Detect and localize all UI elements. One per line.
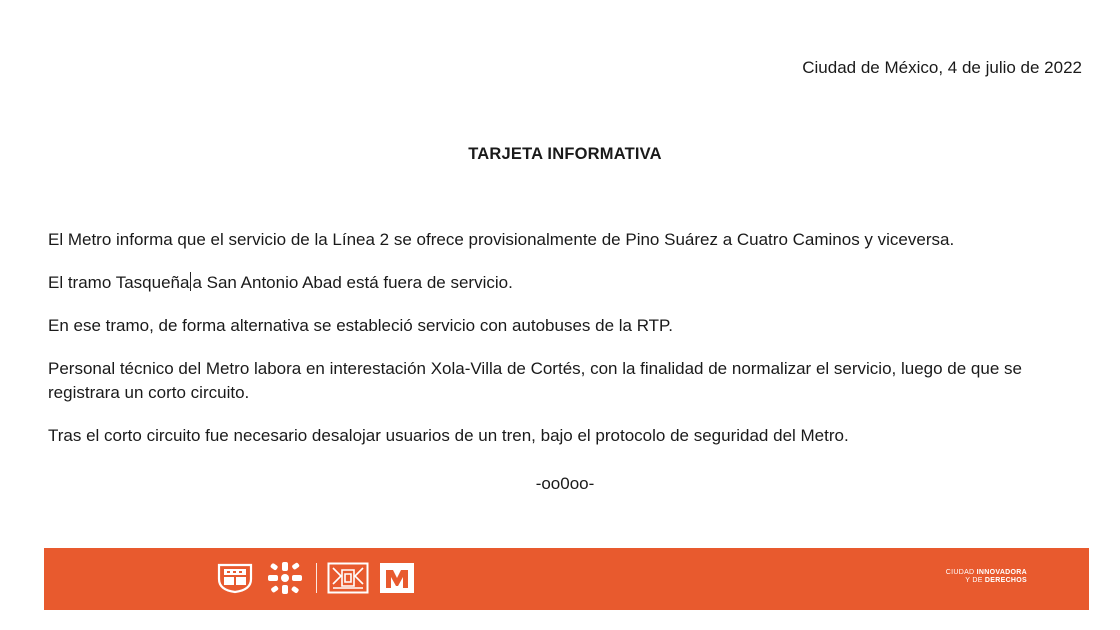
paragraph-1: El Metro informa que el servicio de la Línea 2 se ofrece provisionalmente de Pino Suárez a Cuatro Caminos y viceversa. (48, 230, 955, 249)
paragraph-5: Tras el corto circuito fue necesario desalojar usuarios de un tren, bajo el protocolo de seguridad del Metro. (48, 426, 849, 445)
paragraph-2-start: El tramo Tasqueña (48, 273, 190, 292)
paragraph-2 (48, 271, 1088, 295)
footer-logos (216, 560, 415, 596)
paragraph-4: Personal técnico del Metro labora en interestación Xola-Villa de Cortés, con la finalidad de normalizar el servicio, luego de que se registrara un corto circuito. (48, 359, 1022, 402)
footer-bar (44, 548, 1089, 610)
cdmx-pattern-logo (327, 562, 369, 594)
paragraph-2-end: a San Antonio Abad está fuera de servicio. (192, 273, 513, 292)
document-body (48, 228, 1088, 467)
slogan-derechos: DERECHOS (984, 577, 1027, 584)
cdmx-emblem-icon (264, 560, 306, 596)
logo-separator (316, 563, 317, 593)
document-title: TARJETA INFORMATIVA (468, 145, 662, 163)
cdmx-shield-icon (216, 562, 254, 594)
slogan-innovadora: INNOVADORA (976, 569, 1027, 576)
date-line: Ciudad de México, 4 de julio de 2022 (802, 58, 1082, 77)
metro-logo (379, 562, 415, 594)
footer-slogan (946, 569, 1027, 585)
paragraph-3: En ese tramo, de forma alternativa se estableció servicio con autobuses de la RTP. (48, 316, 673, 335)
slogan-prefix: CIUDAD (945, 569, 975, 576)
slogan-mid: Y DE (965, 577, 983, 584)
closing-mark: -oo0oo- (535, 474, 595, 493)
